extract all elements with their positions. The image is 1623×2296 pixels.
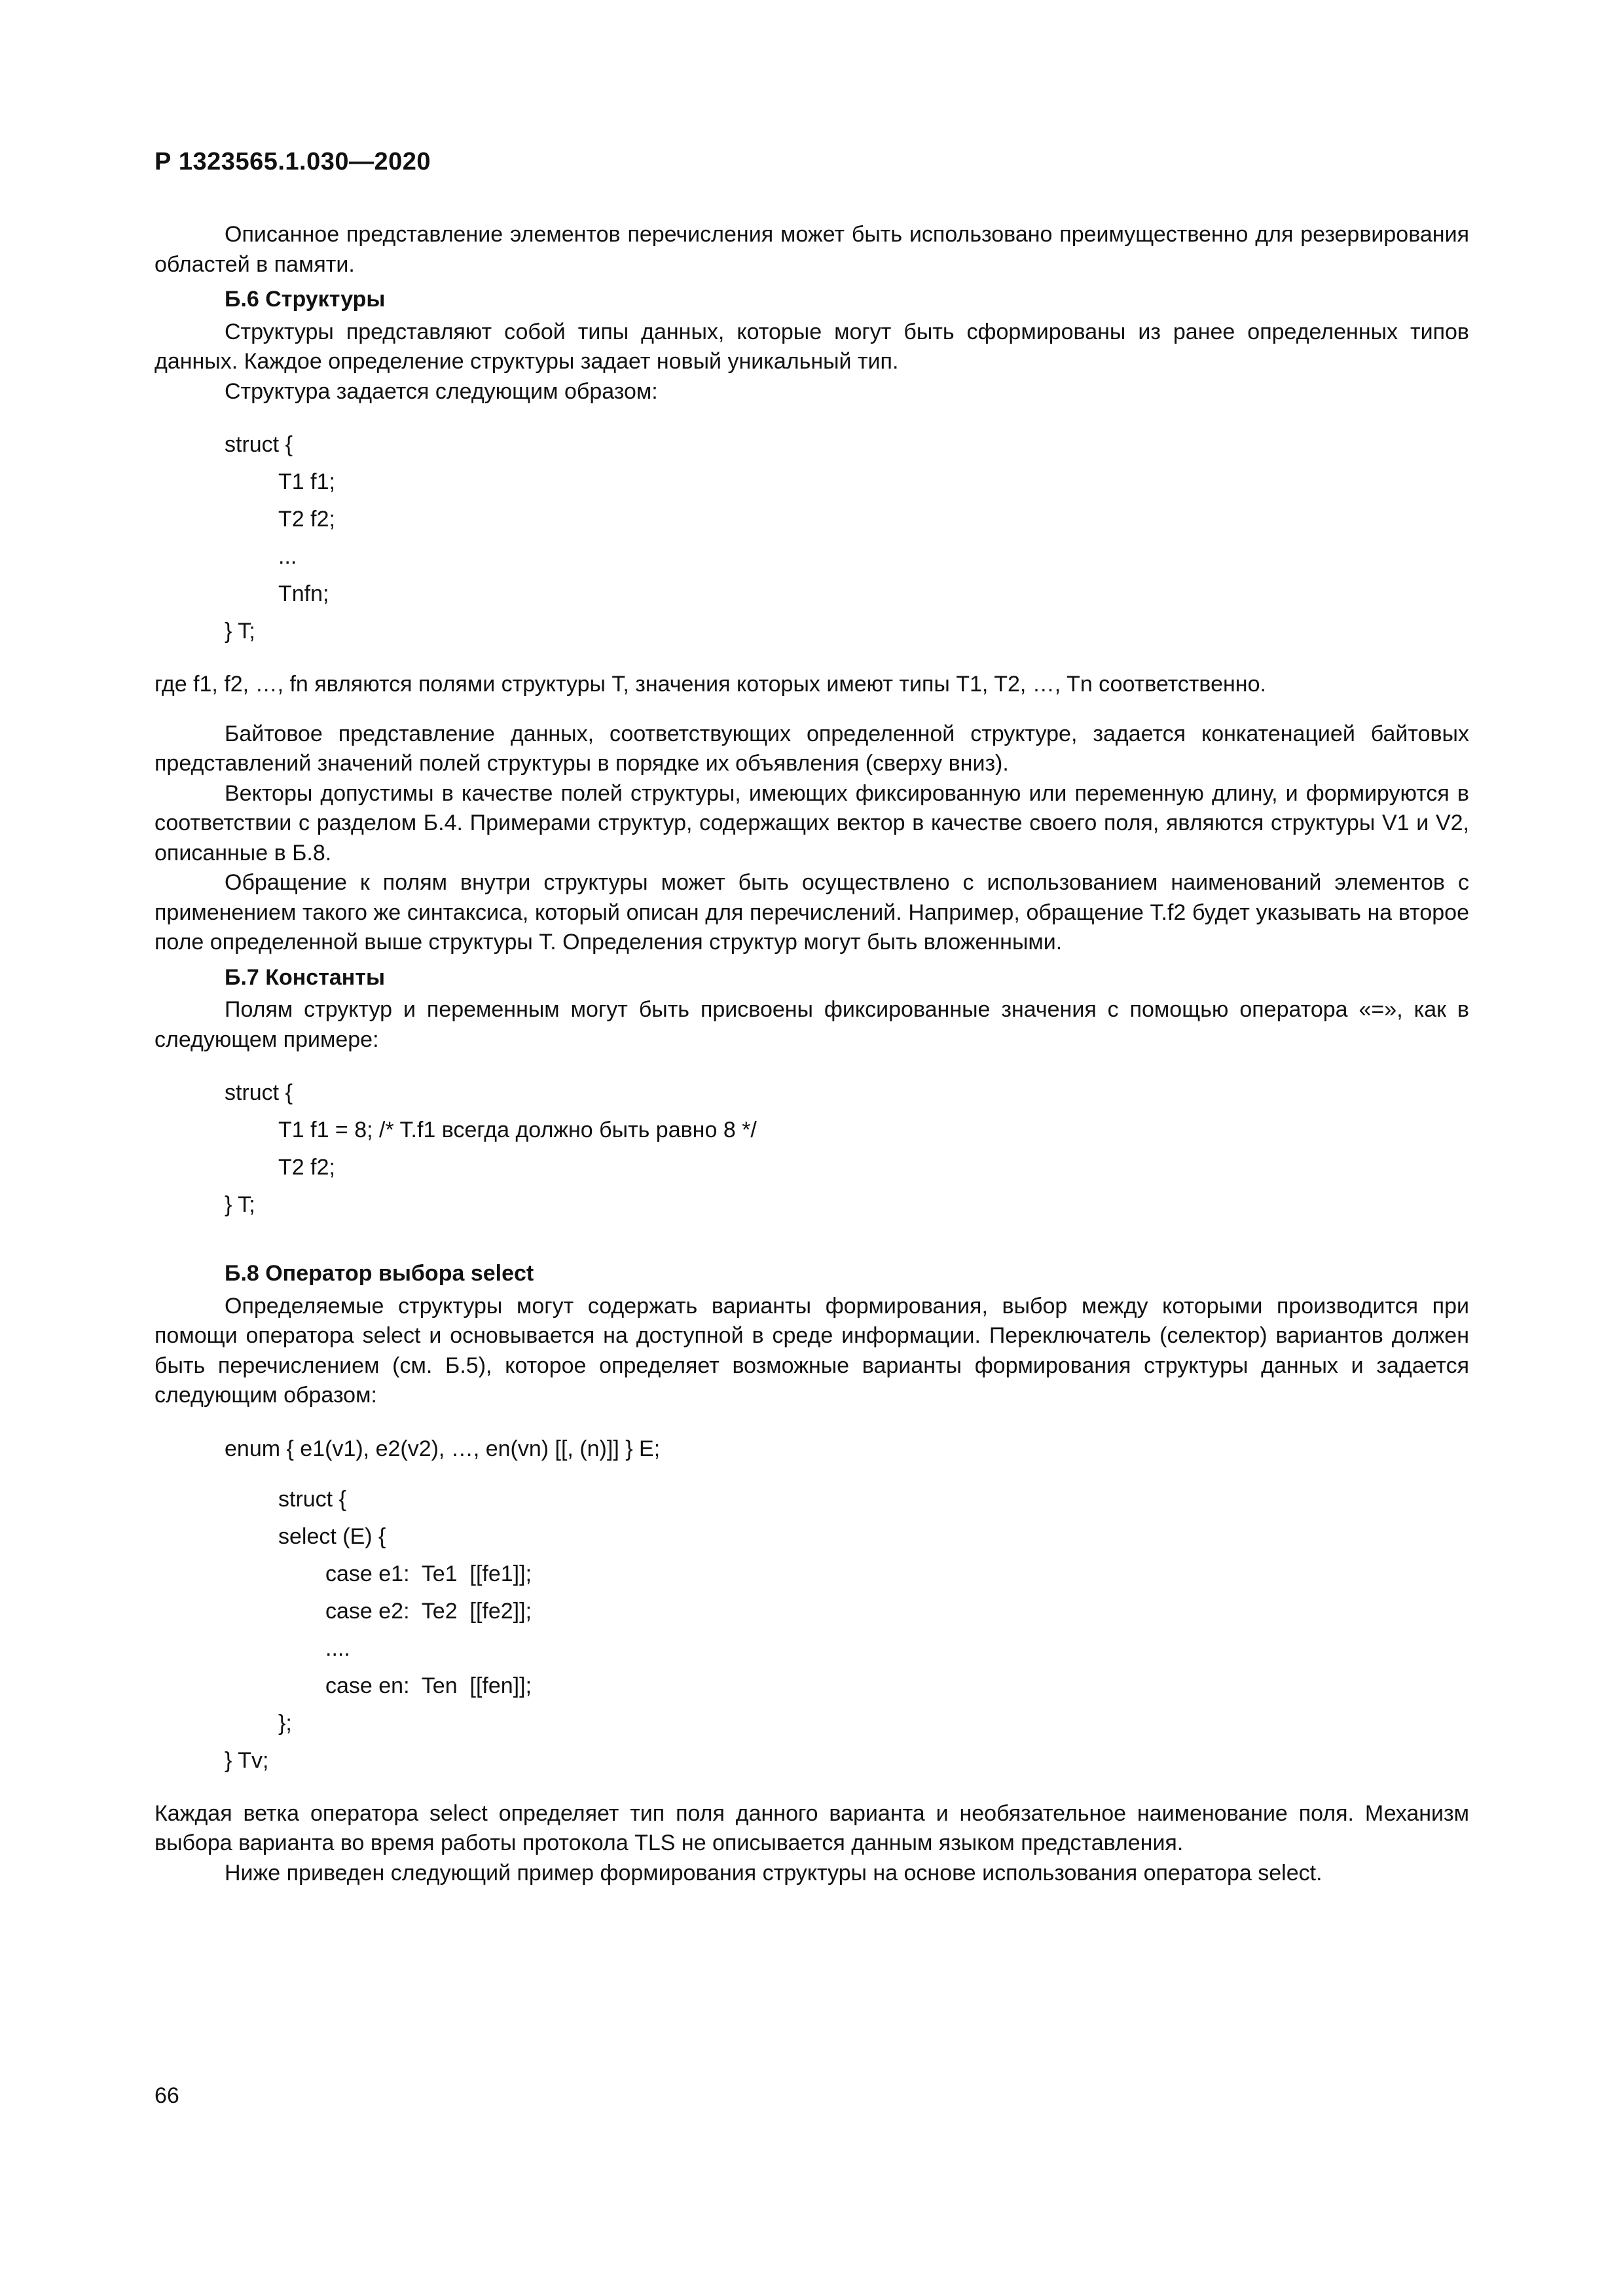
intro-paragraph: Описанное представление элементов перечисления может быть использовано преимущественно для резервирования областей в памяти.	[155, 222, 1469, 277]
select-struct-code	[155, 1481, 1469, 1779]
code-line: } T;	[225, 619, 255, 644]
section-b8-paragraph-3: Ниже приведен следующий пример формирования структуры на основе использования оператора select.	[225, 1860, 1322, 1886]
code-line: } T;	[225, 1192, 255, 1217]
code-line: case e2: Te2 [[fe2]];	[325, 1598, 532, 1624]
document-code-header: Р 1323565.1.030—2020	[155, 148, 431, 175]
section-b6-paragraph-2: Структура задается следующим образом:	[225, 378, 658, 404]
section-b8-paragraph-1: Определяемые структуры могут содержать варианты формирования, выбор между которыми производится при помощи оператора select и основывается на доступной в среде информации. Переключатель (селектор) вариантов должен быть перечислением (см. Б.5), которое определяет возможные варианты формирования структуры данных и задается следующим образом:	[155, 1293, 1469, 1408]
section-b6-paragraph-3: Байтовое представление данных, соответствующих определенной структуре, задается конкатенацией байтовых представлений значений полей структуры в порядке их объявления (сверху вниз).	[155, 721, 1469, 776]
section-b7-heading: Б.7 Константы	[225, 964, 385, 990]
code-line: struct {	[225, 432, 293, 457]
where-explanation: где f1, f2, …, fn являются полями структуры T, значения которых имеют типы T1, T2, …, Tn соответственно.	[155, 672, 1266, 697]
code-line: };	[278, 1710, 292, 1736]
code-line: struct {	[225, 1080, 293, 1105]
code-line: ...	[278, 544, 297, 569]
section-b6-paragraph-5: Обращение к полям внутри структуры может быть осуществлено с использованием наименований элементов с применением такого же синтаксиса, который описан для перечислений. Например, обращение T.f2 будет указывать на второе поле определенной выше структуры T. Определения структур могут быть вложенными.	[155, 870, 1469, 955]
code-line: struct {	[278, 1486, 346, 1512]
page-body	[155, 220, 1469, 1888]
code-line: enum { e1(v1), e2(v2), …, en(vn) [[, (n)]] } E;	[225, 1436, 661, 1461]
section-b8-paragraph-2: Каждая ветка оператора select определяет тип поля данного варианта и необязательное наименование поля. Механизм выбора варианта во время работы протокола TLS не описывается данным языком представления.	[155, 1800, 1469, 1855]
code-line: } Tv;	[225, 1747, 269, 1773]
section-b6-paragraph-1: Структуры представляют собой типы данных, которые могут быть сформированы из ранее определенных типов данных. Каждое определение структуры задает новый уникальный тип.	[155, 319, 1469, 374]
code-line: select (E) {	[278, 1523, 386, 1549]
enum-definition-code	[155, 1430, 1469, 1468]
page-number: 66	[155, 2083, 179, 2108]
code-line: T2 f2;	[278, 1155, 335, 1180]
code-line: T1 f1;	[278, 469, 335, 494]
struct-definition-code	[155, 426, 1469, 650]
code-line: case en: Ten [[fen]];	[325, 1673, 532, 1698]
section-b6-paragraph-4: Векторы допустимы в качестве полей структуры, имеющих фиксированную или переменную длину, и формируются в соответствии с разделом Б.4. Примерами структур, содержащих вектор в качестве своего поля, являются структуры V1 и V2, описанные в Б.8.	[155, 780, 1469, 866]
section-b7-paragraph-1: Полям структур и переменным могут быть присвоены фиксированные значения с помощью оператора «=», как в следующем примере:	[155, 997, 1469, 1052]
code-line: Tnfn;	[278, 581, 329, 606]
code-line: case e1: Te1 [[fe1]];	[325, 1561, 532, 1586]
constant-struct-code	[155, 1074, 1469, 1224]
section-b6-heading: Б.6 Структуры	[225, 287, 386, 312]
section-b8-heading: Б.8 Оператор выбора select	[225, 1261, 534, 1286]
code-line: T2 f2;	[278, 507, 335, 532]
code-line: T1 f1 = 8; /* T.f1 всегда должно быть равно 8 */	[278, 1118, 757, 1142]
code-line: ....	[325, 1635, 350, 1661]
